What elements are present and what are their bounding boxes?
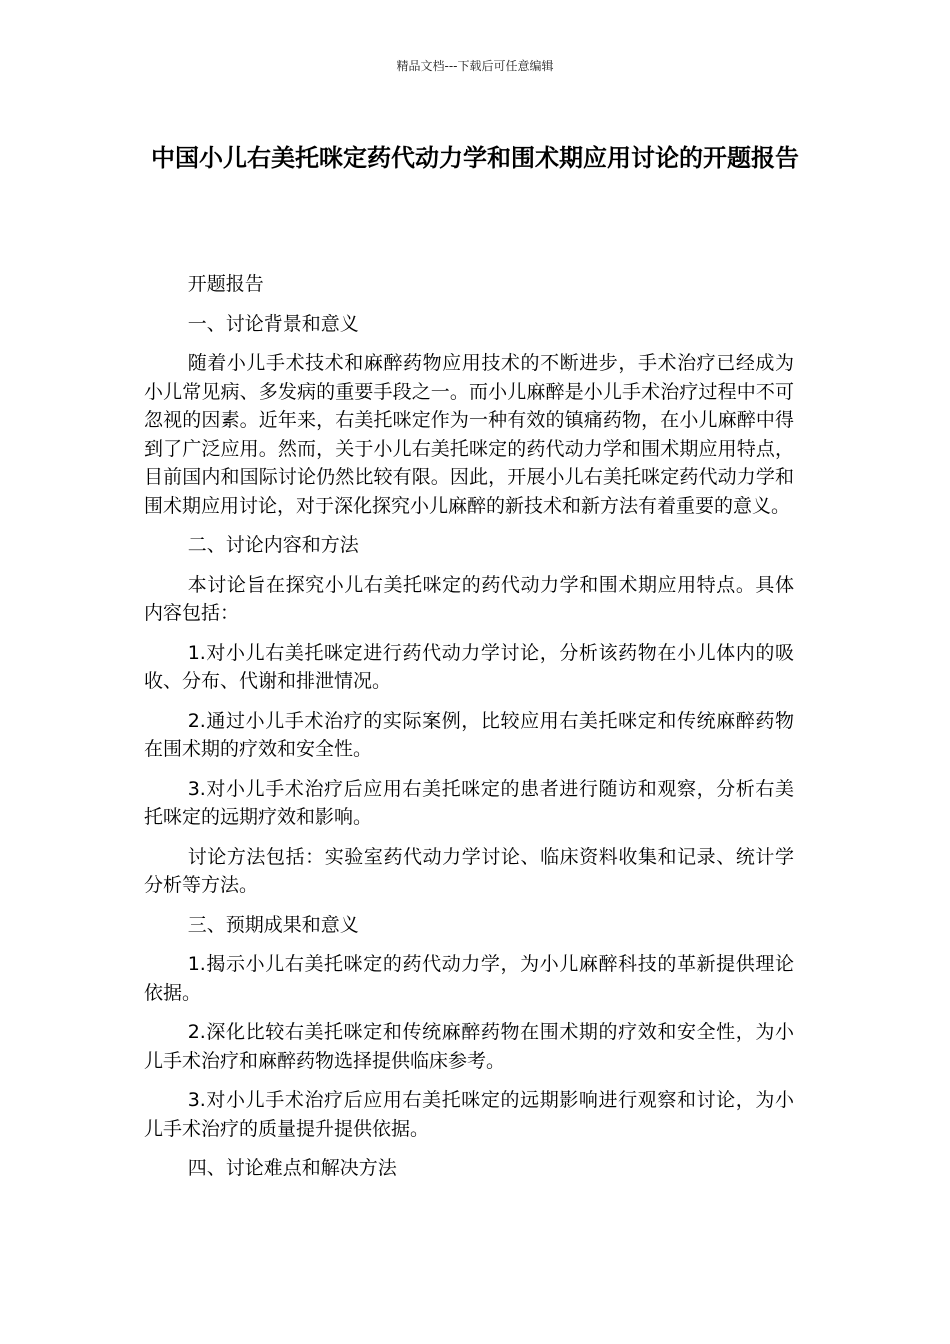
page-header: 精品文档---下载后可任意编辑 (396, 59, 554, 73)
section-heading-outcomes: 三、预期成果和意义 (187, 913, 359, 936)
paragraph-methods: 讨论方法包括：实验室药代动力学讨论、临床资料收集和记录、统计学分析等方法。 (144, 845, 794, 896)
list-item-outcome-2: 2.深化比较右美托咪定和传统麻醉药物在围术期的疗效和安全性，为小儿手术治疗和麻醉药物选择提供临床参考。 (144, 1021, 794, 1072)
section-heading-content-methods: 二、讨论内容和方法 (187, 534, 359, 556)
section-heading-difficulties: 四、讨论难点和解决方法 (187, 1157, 397, 1179)
section-label: 开题报告 (187, 273, 264, 295)
paragraph-background: 随着小儿手术技术和麻醉药物应用技术的不断进步，手术治疗已经成为小儿常见病、多发病的重要手段之一。而小儿麻醉是小儿手术治疗过程中不可忽视的因素。近年来，右美托咪定作为一种有效的镇痛药物，在小儿麻醉中得到了广泛应用。然而，关于小儿右美托咪定的药代动力学和围术期应用特点，目前国内和国际讨论仍然比较有限。因此，开展小儿右美托咪定药代动力学和围术期应用讨论，对于深化探究小儿麻醉的新技术和新方法有着重要的意义。 (144, 352, 794, 517)
list-item-content-3: 3.对小儿手术治疗后应用右美托咪定的患者进行随访和观察，分析右美托咪定的远期疗效和影响。 (144, 777, 794, 828)
list-item-content-1: 1.对小儿右美托咪定进行药代动力学讨论，分析该药物在小儿体内的吸收、分布、代谢和排泄情况。 (144, 641, 794, 692)
document-title: 中国小儿右美托咪定药代动力学和围术期应用讨论的开题报告 (151, 144, 799, 172)
list-item-outcome-3: 3.对小儿手术治疗后应用右美托咪定的远期影响进行观察和讨论，为小儿手术治疗的质量提升提供依据。 (144, 1089, 794, 1140)
list-item-outcome-1: 1.揭示小儿右美托咪定的药代动力学，为小儿麻醉科技的革新提供理论依据。 (144, 953, 794, 1004)
section-heading-background: 一、讨论背景和意义 (187, 312, 359, 335)
document-body (144, 270, 794, 1194)
list-item-content-2: 2.通过小儿手术治疗的实际案例，比较应用右美托咪定和传统麻醉药物在围术期的疗效和安全性。 (144, 709, 794, 760)
paragraph-content-intro: 本讨论旨在探究小儿右美托咪定的药代动力学和围术期应用特点。具体内容包括： (144, 573, 794, 624)
